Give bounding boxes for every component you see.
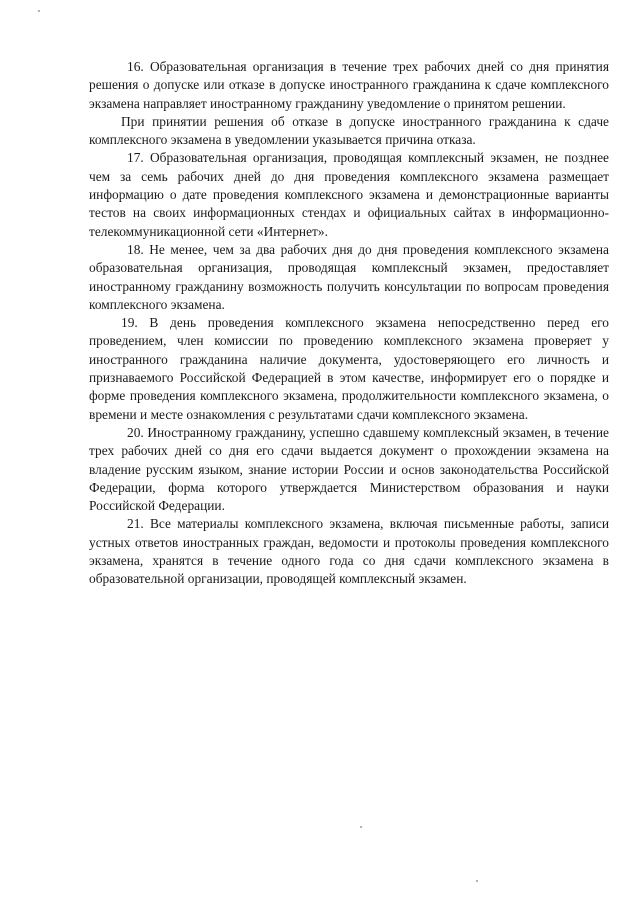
paragraph-19: 19. В день проведения комплексного экзамена непосредственно перед его проведением, член комиссии по проведению комплексного экзамена проверяет у иностранного гражданина наличие документа, удостоверяющего его личность и признаваемого Российской Федерацией в этом качестве, информирует его о порядке и форме проведения комплексного экзамена, продолжительности комплексного экзамена, о времени и месте ознакомления с результатами сдачи комплексного экзамена. bbox=[89, 315, 609, 422]
document-page bbox=[89, 58, 609, 589]
scan-speck bbox=[360, 826, 362, 828]
paragraph-16: 16. Образовательная организация в течение трех рабочих дней со дня принятия решения о допуске или отказе в допуске иностранного гражданина к сдаче комплексного экзамена направляет иностранному гражданину уведомление о принятом решении. bbox=[89, 59, 609, 111]
paragraph-21: 21. Все материалы комплексного экзамена, включая письменные работы, записи устных ответов иностранных граждан, ведомости и протоколы проведения комплексного экзамена, хранятся в течение одного года со дня сдачи комплексного экзамена в образовательной организации, проводящей комплексный экзамен. bbox=[89, 516, 609, 587]
paragraph-20: 20. Иностранному гражданину, успешно сдавшему комплексный экзамен, в течение трех рабочих дней со дня его сдачи выдается документ о прохождении экзамена на владение русским языком, знание истории России и основ законодательства Российской Федерации, форма которого утверждается Министерством образования и науки Российской Федерации. bbox=[89, 424, 609, 514]
paragraph-17: 17. Образовательная организация, проводящая комплексный экзамен, не позднее чем за семь рабочих дней до дня проведения комплексного экзамена размещает информацию о дате проведения комплексного экзамена и демонстрационные варианты тестов на своих информационных стендах и официальных сайтах в информационно-телекоммуникационной сети «Интернет». bbox=[89, 150, 609, 239]
paragraph-16-refusal: При принятии решения об отказе в допуске иностранного гражданина к сдаче комплексного экзамена в уведомлении указывается причина отказа. bbox=[89, 113, 609, 148]
paragraph-18: 18. Не менее, чем за два рабочих дня до дня проведения комплексного экзамена образовательная организация, проводящая комплексный экзамен, предоставляет иностранному гражданину возможность получить консультации по вопросам проведения комплексного экзамена. bbox=[89, 241, 609, 312]
scan-speck bbox=[38, 10, 40, 12]
scan-speck bbox=[476, 880, 478, 882]
